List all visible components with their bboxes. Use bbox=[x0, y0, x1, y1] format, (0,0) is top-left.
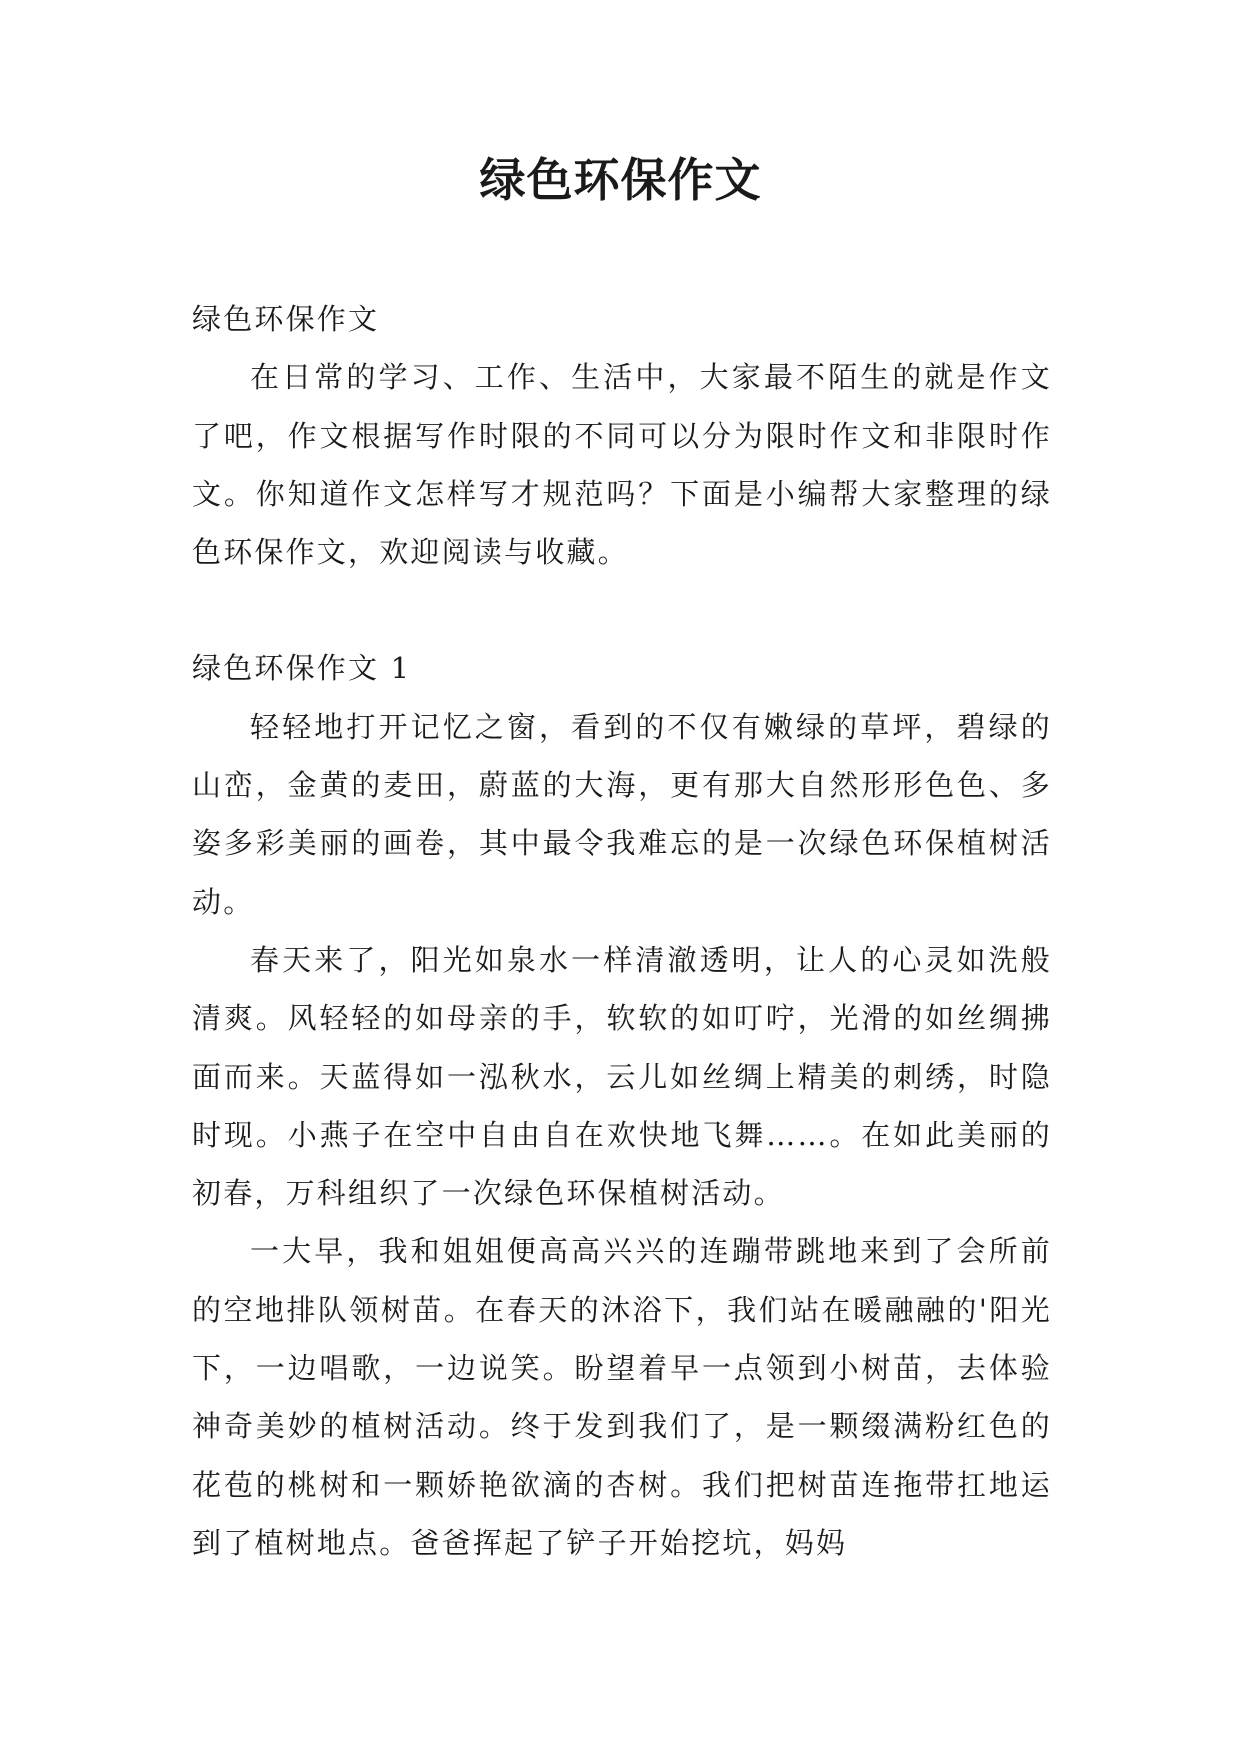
essay-paragraph: 一大早，我和姐姐便高高兴兴的连蹦带跳地来到了会所前的空地排队领树苗。在春天的沐浴下，我们站在暖融融的'阳光下，一边唱歌，一边说笑。盼望着早一点领到小树苗，去体验神奇美妙的植树活动。终于发到我们了，是一颗缀满粉红色的花苞的桃树和一颗娇艳欲滴的杏树。我们把树苗连拖带扛地运到了植树地点。爸爸挥起了铲子开始挖坑，妈妈 bbox=[192, 1234, 1052, 1560]
essay-paragraph: 轻轻地打开记忆之窗，看到的不仅有嫩绿的草坪，碧绿的山峦，金黄的麦田，蔚蓝的大海，更有那大自然形形色色、多姿多彩美丽的画卷，其中最令我难忘的是一次绿色环保植树活动。 bbox=[192, 709, 1052, 919]
document-body bbox=[192, 290, 1052, 1572]
intro-paragraph: 在日常的学习、工作、生活中，大家最不陌生的就是作文了吧，作文根据写作时限的不同可以分为限时作文和非限时作文。你知道作文怎样写才规范吗？下面是小编帮大家整理的绿色环保作文，欢迎阅读与收藏。 bbox=[192, 360, 1052, 570]
document-title: 绿色环保作文 bbox=[479, 153, 762, 207]
section-spacer bbox=[192, 581, 1052, 639]
essay-paragraph: 春天来了，阳光如泉水一样清澈透明，让人的心灵如洗般清爽。风轻轻的如母亲的手，软软的如叮咛，光滑的如丝绸拂面而来。天蓝得如一泓秋水，云儿如丝绸上精美的刺绣，时隐时现。小燕子在空中自由自在欢快地飞舞……。在如此美丽的初春，万科组织了一次绿色环保植树活动。 bbox=[192, 942, 1052, 1211]
essay-heading: 绿色环保作文 1 bbox=[192, 651, 412, 686]
intro-heading: 绿色环保作文 bbox=[192, 302, 380, 336]
